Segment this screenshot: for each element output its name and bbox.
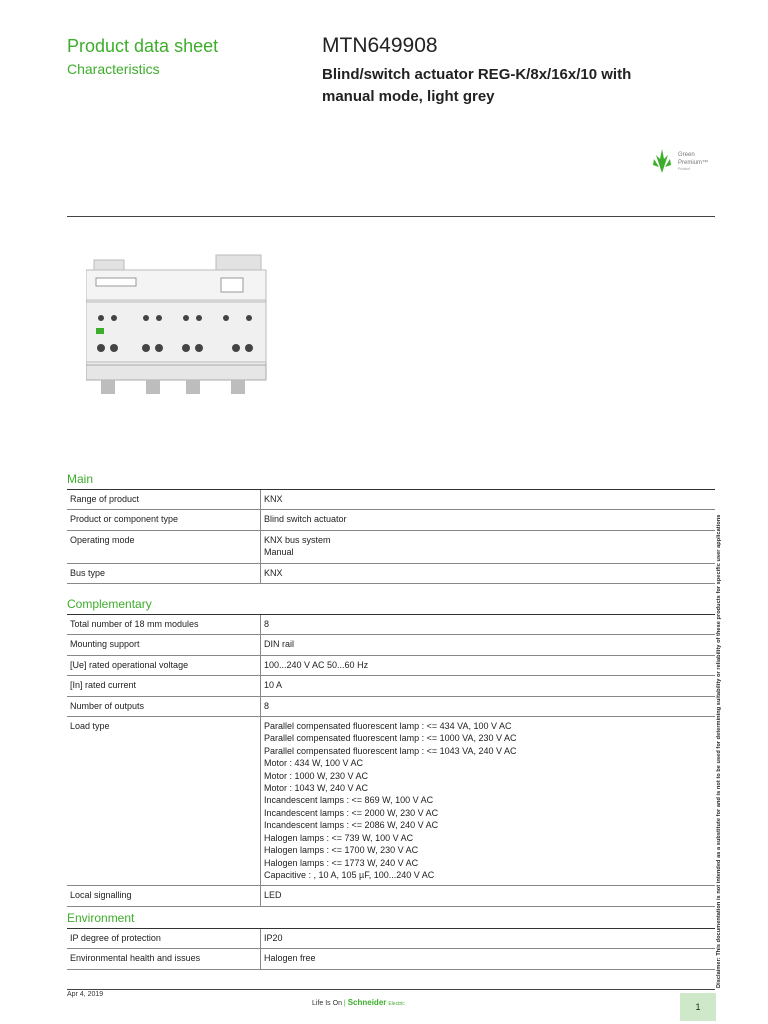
spec-row [67, 929, 715, 949]
spec-value [261, 696, 716, 716]
spec-value-line: Parallel compensated fluorescent lamp : <= 434 VA, 100 V AC [264, 721, 512, 732]
spec-value-line: Halogen free [264, 953, 316, 964]
disclaimer-text: Disclaimer: This documentation is not intended as a substitute for and is not to be used for determining suitability or reliability of these products for specific user applications [716, 514, 722, 988]
spec-value-line: Halogen lamps : <= 1700 W, 230 V AC [264, 845, 419, 856]
spec-value-line: Parallel compensated fluorescent lamp : <= 1000 VA, 230 V AC [264, 733, 517, 744]
footer-divider [67, 989, 715, 990]
green-premium-leaf-icon [650, 145, 720, 177]
spec-value-line: LED [264, 890, 282, 901]
spec-value-line: KNX bus system [264, 534, 331, 545]
spec-value [261, 510, 716, 530]
spec-label: Number of outputs [67, 696, 261, 716]
spec-value-line: Incandescent lamps : <= 2000 W, 230 V AC [264, 807, 439, 818]
footer-date: Apr 4, 2019 [67, 991, 104, 998]
product-image [86, 250, 276, 410]
spec-value-line: Parallel compensated fluorescent lamp : <= 1043 VA, 240 V AC [264, 745, 517, 756]
main-table [67, 490, 715, 584]
spec-value-line: Incandescent lamps : <= 869 W, 100 V AC [264, 795, 434, 806]
spec-label: Product or component type [67, 510, 261, 530]
schneider-logo [312, 998, 405, 1007]
spec-label: Local signalling [67, 886, 261, 906]
spec-label: Operating mode [67, 530, 261, 563]
spec-value-line: Incandescent lamps : <= 2086 W, 240 V AC [264, 820, 439, 831]
page-number: 1 [695, 1002, 701, 1012]
section-title-environment: Environment [67, 911, 715, 929]
spec-label: Bus type [67, 563, 261, 583]
spec-value [261, 886, 716, 906]
green-premium-badge [650, 145, 720, 177]
document-subtitle: Characteristics [67, 61, 160, 77]
spec-value-line: DIN rail [264, 639, 295, 650]
spec-value-line: KNX [264, 494, 283, 504]
logo-divider-icon: | [343, 1000, 346, 1007]
spec-row [67, 696, 715, 716]
product-description: Blind/switch actuator REG-K/8x/16x/10 with manual mode, light grey [322, 66, 632, 105]
spec-label: Total number of 18 mm modules [67, 615, 261, 635]
spec-value-line: KNX [264, 567, 283, 578]
spec-value-line: Halogen lamps : <= 739 W, 100 V AC [264, 832, 414, 843]
logo-brand: Schneider [347, 998, 387, 1007]
spec-row [67, 490, 715, 510]
spec-row [67, 530, 715, 563]
section-title-main: Main [67, 472, 715, 490]
spec-value-line: 100...240 V AC 50...60 Hz [264, 659, 369, 670]
spec-row [67, 563, 715, 583]
spec-row [67, 510, 715, 530]
badge-line1: Green [678, 152, 695, 158]
logo-brand-sub: Electric [388, 1001, 405, 1007]
spec-label: Range of product [67, 490, 261, 510]
section-complementary [67, 597, 715, 907]
spec-value-line: Blind switch actuator [264, 514, 347, 525]
spec-value [261, 717, 716, 886]
spec-value [261, 563, 716, 583]
spec-row [67, 717, 715, 886]
logo-tagline: Life Is On [312, 1000, 342, 1007]
product-reference: MTN649908 [322, 34, 438, 57]
document-title: Product data sheet [67, 36, 219, 56]
spec-row [67, 615, 715, 635]
environment-table [67, 929, 715, 970]
section-environment [67, 911, 715, 970]
spec-row [67, 949, 715, 969]
spec-label: Environmental health and issues [67, 949, 261, 969]
badge-line2: Premium™ [678, 160, 709, 166]
spec-value [261, 655, 716, 675]
badge-line3: Product [678, 167, 691, 171]
spec-value-line: Manual [264, 547, 294, 558]
spec-row [67, 655, 715, 675]
spec-row [67, 886, 715, 906]
spec-label: [Ue] rated operational voltage [67, 655, 261, 675]
complementary-table [67, 615, 715, 907]
spec-label: Load type [67, 717, 261, 886]
page-number-box [680, 993, 716, 1021]
spec-value-line: Capacitive : , 10 A, 105 µF, 100...240 V AC [264, 869, 435, 880]
spec-value-line: Motor : 1043 W, 240 V AC [264, 783, 369, 794]
spec-value [261, 676, 716, 696]
spec-label: [In] rated current [67, 676, 261, 696]
spec-value-line: Motor : 1000 W, 230 V AC [264, 770, 369, 781]
spec-value-line: Motor : 434 W, 100 V AC [264, 758, 364, 769]
spec-row [67, 635, 715, 655]
spec-row [67, 676, 715, 696]
spec-value-line: 10 A [264, 680, 283, 691]
spec-value [261, 615, 716, 635]
section-main [67, 472, 715, 584]
spec-value-line: 8 [264, 700, 270, 711]
spec-value [261, 949, 716, 969]
spec-value-line: Halogen lamps : <= 1773 W, 240 V AC [264, 857, 419, 868]
spec-value-line: 8 [264, 619, 270, 629]
section-title-complementary: Complementary [67, 597, 715, 615]
header-divider [67, 216, 715, 217]
spec-value [261, 490, 716, 510]
spec-value [261, 635, 716, 655]
spec-value [261, 929, 716, 949]
spec-value-line: IP20 [264, 933, 283, 943]
spec-label: IP degree of protection [67, 929, 261, 949]
spec-label: Mounting support [67, 635, 261, 655]
spec-value [261, 530, 716, 563]
